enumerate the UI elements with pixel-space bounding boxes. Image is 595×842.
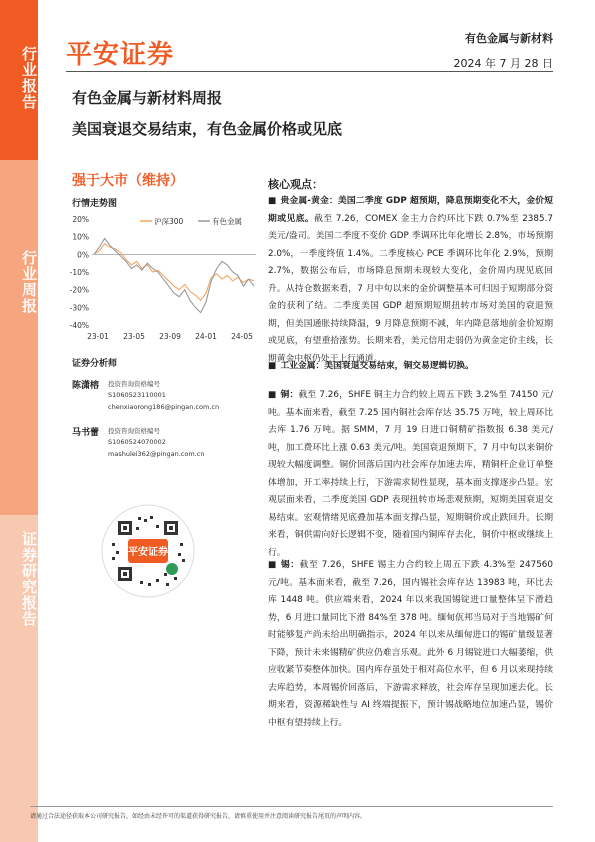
x-tick-label: 24-01	[195, 332, 217, 341]
y-tick-label: -20%	[69, 285, 89, 295]
x-tick-label: 24-05	[231, 332, 253, 341]
side-label-weekly: 行业周报	[20, 250, 38, 314]
paragraph-body: 截至 7.26，SHFE 锡主力合约较上周五下跌 4.3%至 247560 元/吨。基本面来看，截至 7.26，国内锡社会库存达 13983 吨，环比去库 1448 吨。供应端来看，2024 年以来我国锡锭进口量整体呈下滑趋势，6 月进口量同比下滑 84%至 378 吨。缅甸佤邦当局对于当地锡矿何时能够复产尚未给出明确指示，2024 年以来从缅甸进口的锡矿量级显著下降，预计未来锡精矿供应仍难言乐观。此外 6 月锡锭进口大幅萎缩，供应收紧节奏整体加快。国内库存虽处于相对高位水平，但 6 月以来现持续去库趋势，本周锡价回落后，下游需求释放，社会库存呈现加速去化。长期来看，资源稀缺性与 AI 终端提振下，预计锡战略地位加速凸显，锡价中枢有望持续上行。	[268, 560, 553, 728]
qr-code[interactable]	[100, 503, 196, 599]
paragraph-lead: 锡：	[280, 560, 300, 570]
chart-series	[94, 238, 254, 312]
footer-divider	[30, 806, 553, 807]
side-banner-middle	[0, 160, 38, 515]
legend-label: 沪深300	[154, 217, 184, 226]
side-banner	[0, 0, 38, 842]
trend-chart-title: 行情走势图	[72, 199, 118, 209]
paragraph-tin	[268, 557, 553, 732]
bullet-icon: ■	[268, 390, 277, 400]
qr-logo-text: 平安证券	[128, 547, 168, 558]
header-info	[454, 30, 553, 71]
x-tick-label: 23-05	[123, 332, 145, 341]
paragraph-copper	[268, 387, 553, 562]
paragraph-body: 截至 7.26，SHFE 铜主力合约较上周五下跌 3.2%至 74150 元/吨。基本面来看，截至 7.25 国内铜社会库存达 35.75 万吨，较上周环比去库 1.76 万吨。据 SMM，7 月 19 日进口铜精矿指数报 6.38 美元/吨，加工费环比上涨 0.63 美元/吨。美国衰退预期下，7 月中旬以来铜价现较大幅度调整。铜价回落后国内社会库存加速去库，精铜杆企业订单整体增加，开工率持续上行，下游需求韧性显现，基本面支撑逐步凸显。宏观层面来看，二季度美国 GDP 表现扭转市场悲观预期，短期美国衰退交易结束。宏观情绪见底叠加基本面支撑凸显，短期铜价或止跌回升。长期来看，铜供需向好长逻辑不变，随着国内铜库存去化，铜价中枢或继续上行。	[268, 390, 553, 558]
analyst-cert-label: 投资咨询资格编号	[108, 380, 160, 388]
bullet-icon: ■	[268, 560, 277, 570]
analyst-cert-label: 投资咨询资格编号	[108, 427, 160, 435]
chart-legend	[140, 216, 242, 226]
market-trend-chart	[64, 211, 260, 343]
y-tick-label: -40%	[69, 321, 89, 330]
paragraph-lead: 贵金属-黄金：美国二季度 GDP 超预期，降息预期变化不大，金价短期或见底。	[268, 196, 554, 224]
analyst-section-title: 证券分析师	[72, 359, 118, 369]
side-banner-top	[0, 0, 38, 160]
report-subtitle: 美国衰退交易结束，有色金属价格或见底	[72, 120, 343, 138]
footer-disclaimer: 请通过合法途径获取本公司研究报告，如经由未经许可的渠道获得研究报告，请慎重使用并注意阅读研究报告尾页的声明内容。	[30, 813, 367, 820]
paragraph-lead: 铜：	[280, 390, 299, 400]
paragraph-industrial-metals	[268, 358, 553, 376]
bullet-icon: ■	[268, 196, 277, 206]
y-tick-label: -30%	[69, 303, 89, 313]
header-date: 2024 年 7 月 28 日	[453, 57, 553, 70]
header-industry: 有色金属与新材料	[465, 32, 553, 45]
analyst-name: 陈潇榕	[72, 381, 100, 391]
legend-label: 有色金属	[212, 217, 242, 226]
analyst-cert-number: S1060523110001	[108, 391, 166, 399]
header-divider	[66, 71, 553, 72]
analyst-email[interactable]: chenxiaorong186@pingan.com.cn	[108, 403, 220, 411]
side-label-industry-report: 行业报告	[20, 46, 38, 110]
x-tick-label: 23-09	[159, 332, 181, 341]
analyst-cert-number: S1060524070002	[108, 438, 166, 446]
bullet-icon: ■	[268, 361, 277, 371]
paragraph-lead: 工业金属：美国衰退交易结束，铜交易逻辑切换。	[280, 361, 474, 371]
side-label-research: 证券研究报告	[20, 531, 38, 627]
report-title: 有色金属与新材料周报	[72, 89, 223, 107]
analyst-email[interactable]: mashulei362@pingan.com.cn	[108, 450, 205, 458]
rating-label: 强于大市（维持）	[72, 173, 184, 189]
analyst-name: 马书蕾	[72, 428, 100, 438]
paragraph-body: 截至 7.26，COMEX 金主力合约环比下跌 0.7%至 2385.7 美元/盎司。美国二季度不变价 GDP 季调环比年化增长 2.8%，市场预期 2.0%，一季度终值 1.4%。二季度核心 PCE 季调环比年化 2.9%，预期 2.7%，数据公布后，市场降息预期未现较大变化，金价周内现见底回升。从持仓数据来看，7 月中旬以来的金价调整基本可归因于短期部分资金的获利了结。二季度美国 GDP 超预期短期扭转市场对美国的衰退预期，但美国通胀持续降温，9 月降息预期不减，年内降息落地前金价短期或见底，有望重拾涨势。长期来看，美元信用走弱仍为黄金定价主线，长期黄金中枢仍处于上行通道。	[268, 213, 553, 364]
series-line	[94, 238, 254, 312]
y-tick-label: -10%	[69, 268, 89, 277]
y-tick-label: 10%	[72, 232, 89, 242]
paragraph-gold	[268, 193, 553, 368]
series-line	[94, 244, 254, 301]
y-tick-label: 20%	[72, 215, 89, 224]
side-banner-bottom	[0, 515, 38, 842]
core-views-title: 核心观点：	[268, 178, 323, 191]
company-logo: 平安证券	[66, 40, 175, 70]
x-tick-label: 23-01	[87, 332, 109, 341]
y-tick-label: 0%	[77, 250, 89, 260]
